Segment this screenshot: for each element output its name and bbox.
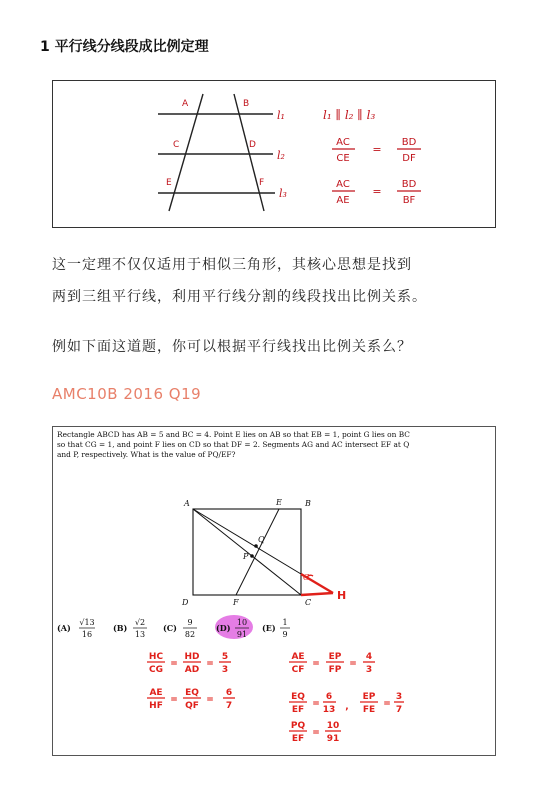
work-r2-d1: CF [291, 665, 305, 675]
section-heading: 1 平行线分线段成比例定理 [40, 39, 209, 55]
work-r1-eq2: = [206, 659, 214, 669]
work-r4-n3: EP [362, 692, 376, 702]
work-r4-n1: EQ [291, 692, 305, 702]
work-r2-eq2: = [349, 659, 357, 669]
work-r3-eq1: = [170, 695, 178, 705]
choice-c-numerator: 9 [187, 618, 193, 627]
work-r1-d2: AD [184, 665, 200, 675]
choice-d-denominator: 91 [236, 630, 248, 639]
choice-b-denominator: 13 [134, 630, 146, 639]
problem-line-1: Rectangle ABCD has AB = 5 and BC = 4. Point E lies on AB so that EB = 1, point G lies on BC [57, 430, 410, 439]
choice-e-denominator: 9 [282, 630, 288, 639]
work-r4-n2: 6 [325, 692, 333, 702]
point-label-f: F [259, 178, 265, 188]
ratio2-equals: = [372, 185, 382, 198]
ratio1-left-numerator: AC [336, 137, 350, 148]
ratio1-equals: = [372, 143, 382, 156]
work-r1-d1: CG [149, 665, 163, 675]
choice-d-numerator: 10 [236, 618, 248, 627]
choice-a-denominator: 16 [81, 630, 93, 639]
segment-ag [193, 509, 301, 574]
point-label-b: B [243, 99, 250, 109]
choice-b-label: (B) [113, 623, 128, 633]
work-r1-n2: HD [184, 652, 200, 662]
label-a: A [184, 499, 190, 508]
choice-e-label: (E) [262, 623, 276, 633]
label-h: H [337, 589, 347, 602]
paragraph-1-line-2: 两到三组平行线，利用平行线分割的线段找出比例关系。 [52, 289, 427, 305]
choice-e-numerator: 1 [282, 618, 288, 627]
work-r1-n3: 5 [221, 652, 229, 662]
work-r1-eq1: = [170, 659, 178, 669]
work-r5-d1: EF [291, 734, 305, 744]
work-r4-comma: , [345, 702, 349, 712]
label-b: B [305, 499, 311, 508]
label-g: G [303, 573, 310, 582]
work-r3-n1: AE [149, 688, 163, 698]
label-p: P [243, 552, 249, 561]
theorem-figure [52, 80, 496, 228]
choice-a-label: (A) [57, 623, 71, 633]
label-e: E [276, 498, 282, 507]
work-r2-n3: 4 [365, 652, 373, 662]
theorem-diagram [53, 81, 497, 229]
label-c: C [305, 598, 312, 607]
work-r4-d2: 13 [322, 705, 336, 715]
ratio2-left-denominator: AE [336, 195, 350, 206]
problem-figure [52, 426, 496, 756]
choice-b-numerator: √2 [134, 618, 146, 627]
point-label-e: E [166, 178, 172, 188]
line-label-l3: l₃ [279, 187, 287, 200]
paragraph-1-line-1: 这一定理不仅仅适用于相似三角形，其核心思想是找到 [52, 257, 412, 273]
line-label-l2: l₂ [277, 149, 285, 162]
work-r2-n2: EP [328, 652, 342, 662]
work-r2-eq1: = [312, 659, 320, 669]
point-q [254, 544, 258, 548]
point-p [250, 554, 254, 558]
ratio2-right-denominator: BF [402, 195, 416, 206]
work-r2-n1: AE [291, 652, 305, 662]
work-r2-d2: FP [328, 665, 342, 675]
label-q: Q [258, 535, 265, 544]
work-r4-d3: FE [362, 705, 376, 715]
choice-a-numerator: √13 [79, 618, 95, 627]
ratio1-right-denominator: DF [402, 153, 416, 164]
handwritten-work [147, 652, 404, 744]
label-f: F [233, 598, 239, 607]
line-label-l1: l₁ [277, 109, 285, 122]
work-r4-eq2: = [383, 699, 391, 709]
problem-diagram [53, 427, 496, 756]
work-r3-d2: QF [185, 701, 199, 711]
paragraph-2: 例如下面这道题，你可以根据平行线找出比例关系么？ [52, 339, 412, 355]
work-r4-d1: EF [291, 705, 305, 715]
parallel-note: l₁ ∥ l₂ ∥ l₃ [323, 108, 376, 122]
problem-line-2: so that CG = 1, and point F lies on CD so that DF = 2. Segments AG and AC intersect EF at Q [57, 440, 410, 449]
point-label-a: A [182, 99, 189, 109]
work-r5-eq: = [312, 728, 320, 738]
work-r5-n1: PQ [290, 721, 306, 731]
work-r3-n2: EQ [185, 688, 199, 698]
work-r3-d1: HF [149, 701, 163, 711]
ratio2-left-numerator: AC [336, 179, 350, 190]
point-label-d: D [249, 140, 256, 150]
choice-d-label: (D) [216, 623, 231, 633]
work-r5-n2: 10 [326, 721, 340, 731]
work-r3-n3: 6 [225, 688, 233, 698]
work-r1-n1: HC [148, 652, 164, 662]
point-label-c: C [173, 140, 180, 150]
choice-c-label: (C) [163, 623, 177, 633]
ratio1-right-numerator: BD [401, 137, 417, 148]
work-r1-d3: 3 [221, 665, 229, 675]
work-r5-d2: 91 [326, 734, 340, 744]
work-r2-d3: 3 [365, 665, 373, 675]
ratio1-left-denominator: CE [336, 153, 350, 164]
work-r4-eq1: = [312, 699, 320, 709]
ratio2-right-numerator: BD [401, 179, 417, 190]
label-d: D [182, 598, 189, 607]
work-r3-d3: 7 [225, 701, 233, 711]
work-r4-d4: 7 [395, 705, 403, 715]
problem-line-3: and P, respectively. What is the value of PQ/EF? [57, 450, 236, 459]
extension-ch [301, 593, 333, 595]
problem-title: AMC10B 2016 Q19 [52, 385, 202, 403]
choice-c-denominator: 82 [184, 630, 196, 639]
work-r4-n4: 3 [395, 692, 403, 702]
work-r3-eq2: = [206, 695, 214, 705]
